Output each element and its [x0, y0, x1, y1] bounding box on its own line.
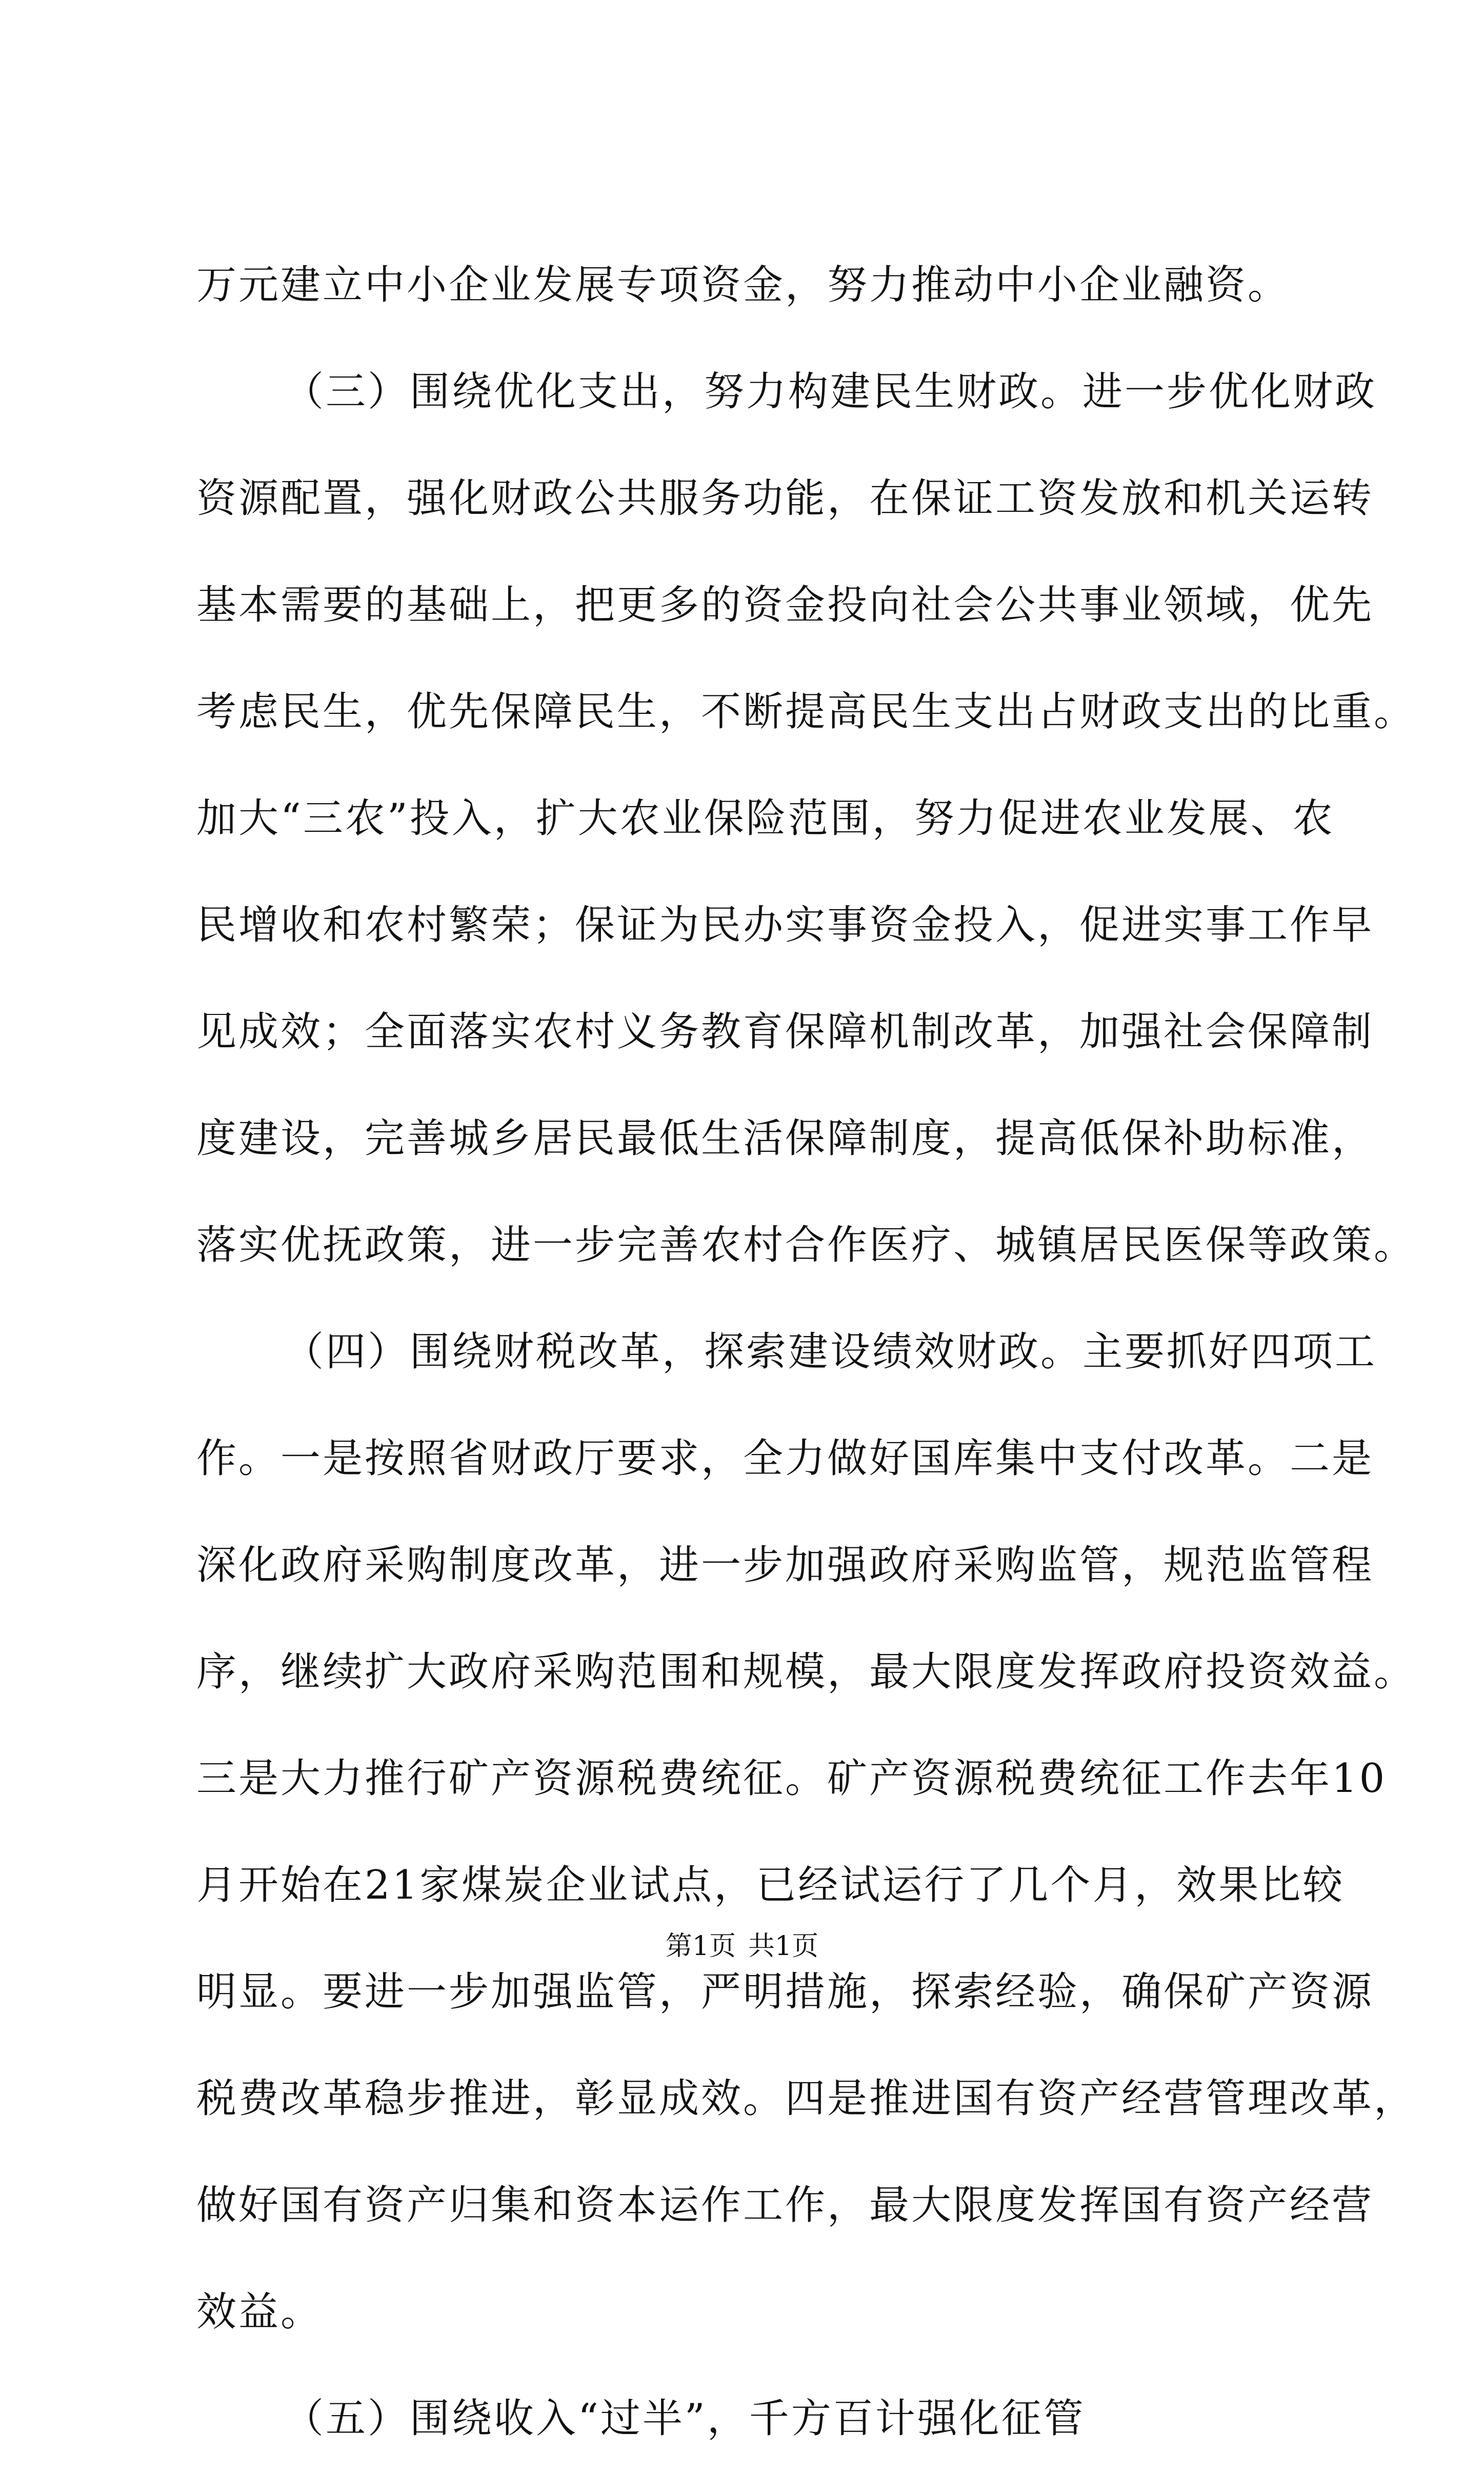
text-line: 税费改革稳步推进，彰显成效。四是推进国有资产经营管理改革，	[196, 2076, 1416, 2122]
text-line: 明显。要进一步加强监管，严明措施，探索经验，确保矿产资源	[196, 1969, 1374, 2015]
text-line: 作。一是按照省财政厅要求，全力做好国库集中支付改革。二是	[196, 1436, 1374, 1482]
section-heading: （五）围绕收入“过半”，千方百计强化征管	[284, 2396, 1086, 2442]
text-line: 考虑民生，优先保障民生，不断提高民生支出占财政支出的比重。	[196, 689, 1416, 735]
text-line: 加大“三农”投入，扩大农业保险范围，努力促进农业发展、农	[196, 795, 1335, 842]
text-line: 万元建立中小企业发展专项资金，努力推动中小企业融资。	[196, 262, 1290, 308]
text-line: 效益。	[196, 2289, 323, 2335]
text-line: 资源配置，强化财政公共服务功能，在保证工资发放和机关运转	[196, 475, 1374, 522]
text-line: 月开始在21家煤炭企业试点，已经试运行了几个月，效果比较	[196, 1862, 1345, 1908]
text-line: 三是大力推行矿产资源税费统征。矿产资源税费统征工作去年10	[196, 1756, 1387, 1802]
text-line-paragraph-start: （三）围绕优化支出，努力构建民生财政。进一步优化财政	[284, 369, 1377, 415]
page-footer	[0, 1928, 1484, 1964]
page-number-current: 第1页	[665, 1931, 736, 1962]
text-line: 基本需要的基础上，把更多的资金投向社会公共事业领域，优先	[196, 582, 1374, 628]
text-line: 深化政府采购制度改革，进一步加强政府采购监管，规范监管程	[196, 1542, 1374, 1588]
text-line-paragraph-start: （四）围绕财税改革，探索建设绩效财政。主要抓好四项工	[284, 1329, 1377, 1375]
document-body	[196, 232, 1416, 2472]
text-line: 度建设，完善城乡居民最低生活保障制度，提高低保补助标准，	[196, 1115, 1374, 1162]
page-number-total: 共1页	[748, 1931, 819, 1962]
text-line: 落实优抚政策，进一步完善农村合作医疗、城镇居民医保等政策。	[196, 1222, 1416, 1268]
text-line: 见成效；全面落实农村义务教育保障机制改革，加强社会保障制	[196, 1009, 1374, 1055]
text-line: 做好国有资产归集和资本运作工作，最大限度发挥国有资产经营	[196, 2182, 1374, 2228]
text-line: 民增收和农村繁荣；保证为民办实事资金投入，促进实事工作早	[196, 902, 1374, 948]
text-line: 序，继续扩大政府采购范围和规模，最大限度发挥政府投资效益。	[196, 1649, 1416, 1695]
